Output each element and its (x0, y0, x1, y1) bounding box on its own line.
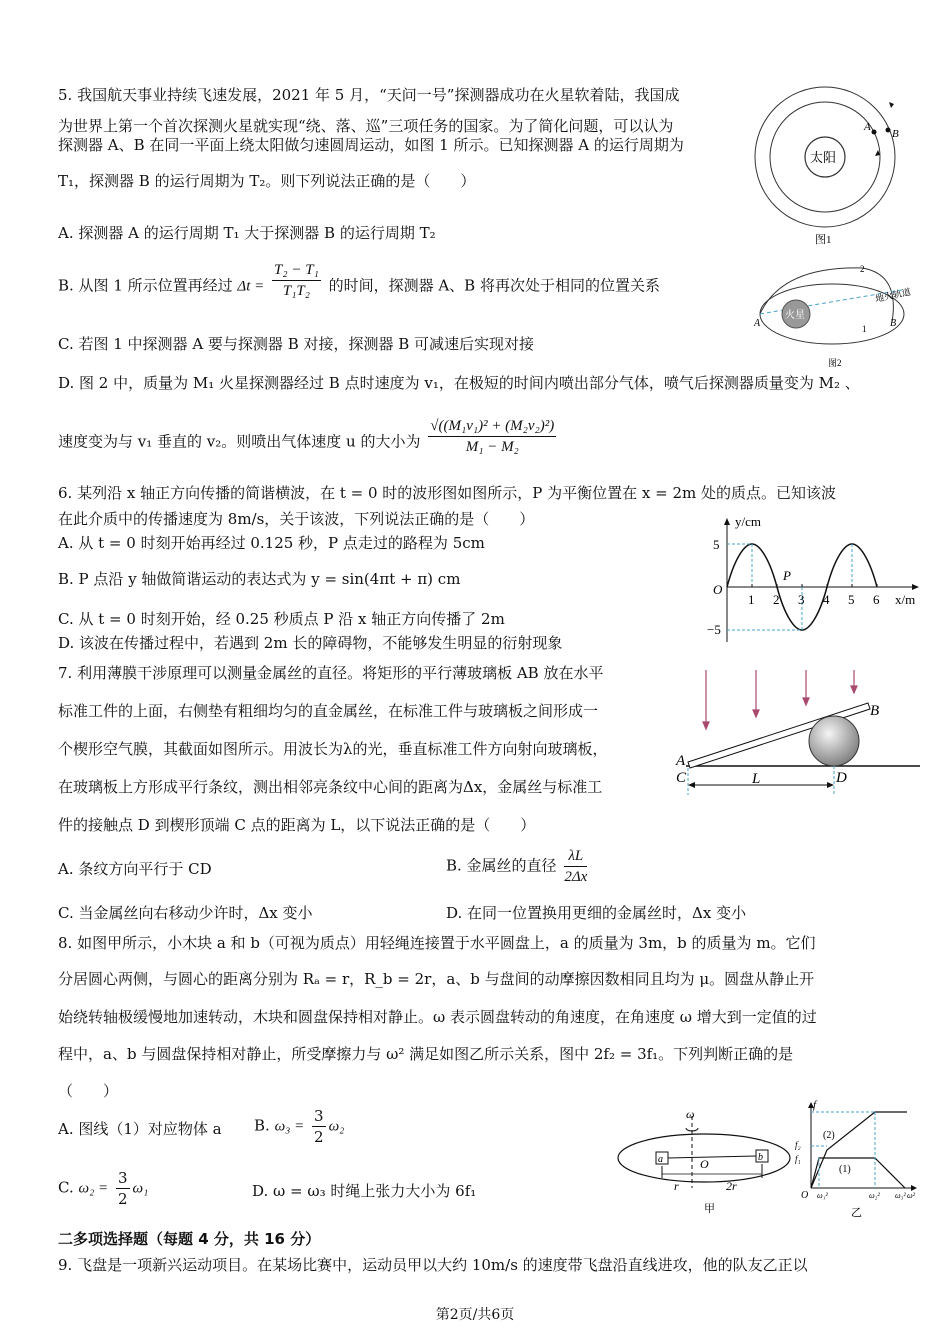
q8-b-lhs: ω₃ = (274, 1118, 305, 1135)
q5-b-dt: Δt = (237, 278, 265, 295)
q8-origin: O (801, 1190, 809, 1201)
q7-b-den: 2Δx (564, 869, 588, 885)
q7-label-c: C (676, 770, 687, 786)
q7-option-d: D. 在同一位置换用更细的金属丝时，Δx 变小 (446, 904, 747, 922)
q8-b-label: b (758, 1152, 763, 1163)
q8-b-rhs: ω₂ (328, 1118, 345, 1135)
q7-b-fraction (564, 846, 587, 887)
q7-label-b: B (870, 703, 880, 719)
q5-line2: 为世界上第一个首次探测火星就实现“绕、落、巡”三项任务的国家。为了简化问题，可以认为 (58, 117, 674, 135)
q5-d-fraction (428, 416, 556, 457)
q7-wedge-figure (672, 665, 927, 800)
q8-curve1-label: (1) (839, 1164, 851, 1175)
fig2-b-label: B (890, 318, 897, 329)
fig2-a-label: A (754, 318, 761, 329)
q8-wsq-axis: ω² (907, 1191, 916, 1200)
q5-b-post: 的时间，探测器 A、B 将再次处于相同的位置关系 (328, 276, 660, 295)
q7-line4: 在玻璃板上方形成平行条纹，测出相邻亮条纹中心间的距离为Δx，金属丝与标准工 (58, 778, 603, 796)
q8-fig-jia-caption: 甲 (704, 1203, 715, 1215)
q9-line1: 9. 飞盘是一项新兴运动项目。在某场比赛中，运动员甲以大约 10m/s 的速度带飞盘沿直线进攻，他的队友乙正以 (58, 1256, 808, 1274)
q8-line4: 程中，a、b 与圆盘保持相对静止，所受摩擦力与 ω² 满足如图乙所示关系，图中 2f₂ = 3f₁。下列判断正确的是 (58, 1045, 794, 1063)
q5-option-d2 (58, 418, 559, 457)
q8-option-b (254, 1106, 344, 1147)
q6-ylabel: y/cm (735, 514, 761, 529)
q8-o-label: O (700, 1157, 709, 1171)
q8-option-c (58, 1168, 148, 1209)
q8-option-d: D. ω = ω₃ 时绳上张力大小为 6f₁ (252, 1182, 477, 1200)
q5-option-c: C. 若图 1 中探测器 A 要与探测器 B 对接，探测器 B 可减速后实现对接 (58, 335, 535, 353)
q6-tick-label: 5 (848, 592, 855, 607)
q6-line2: 在此介质中的传播速度为 8m/s，关于该波，下列说法正确的是（ ） (58, 510, 535, 528)
fig1-a-label: A (864, 121, 871, 133)
q5-option-a: A. 探测器 A 的运行周期 T₁ 大于探测器 B 的运行周期 T₂ (58, 224, 436, 242)
q8-b-pre: B. (254, 1116, 270, 1135)
q8-w1-tick: ω₁² (817, 1191, 828, 1200)
q5-d-pre: 速度变为与 v₁ 垂直的 v₂。则喷出气体速度 u 的大小为 (58, 432, 421, 451)
q5-d-num: √((M₁v₁)² + (M₂v₂)²) (428, 416, 556, 437)
q8-f1-label: f₁ (795, 1154, 801, 1164)
q5-line3: 探测器 A、B 在同一平面上绕太阳做匀速圆周运动，如图 1 所示。已知探测器 A 的运行周期为 (58, 136, 684, 154)
q7-option-b (446, 846, 590, 887)
q8-b-den: 2 (314, 1128, 324, 1146)
q7-line1: 7. 利用薄膜干涉原理可以测量金属丝的直径。将矩形的平行薄玻璃板 AB 放在水平 (58, 664, 604, 682)
fig2-caption: 图2 (828, 358, 842, 368)
q6-y5: 5 (713, 537, 720, 552)
fig2-orbit2: 2 (860, 264, 865, 274)
q5-b-den: T₁T₂ (282, 283, 310, 299)
q6-line1: 6. 某列沿 x 轴正方向传播的简谐横波，在 t = 0 时的波形图如图所示，P 为平衡位置在 x = 2m 处的质点。已知该波 (58, 484, 837, 502)
q8-friction-graph (793, 1100, 923, 1220)
q8-b-fraction (312, 1106, 326, 1147)
q8-f-axis: f (813, 1100, 817, 1111)
q6-p-label: P (783, 568, 791, 583)
q5-b-num: T₂ − T₁ (272, 260, 321, 281)
q8-line5: （ ） (58, 1082, 119, 1100)
q5-option-b (58, 262, 660, 301)
q5-b-fraction (272, 260, 321, 301)
q6-origin: O (713, 582, 723, 597)
q7-line2: 标准工件的上面，右侧垫有粗细均匀的直金属丝，在标准工件与玻璃板之间形成一 (58, 702, 599, 720)
q6-tick-label: 2 (773, 592, 780, 607)
q8-c-rhs: ω₁ (132, 1180, 149, 1197)
fig2-orbit-label: 地火轨道 (874, 286, 912, 304)
q8-f2-label: f₂ (795, 1140, 801, 1150)
q8-a-label: a (658, 1154, 663, 1165)
q5-d-den: M₁ − M₂ (465, 439, 519, 455)
q5-line4: T₁，探测器 B 的运行周期为 T₂。则下列说法正确的是（ ） (58, 172, 476, 190)
q8-w3-tick: ω₃² (895, 1191, 906, 1200)
q7-option-c: C. 当金属丝向右移动少许时，Δx 变小 (58, 904, 313, 922)
q8-line2: 分居圆心两侧，与圆心的距离分别为 Rₐ = r，R_b = 2r，a、b 与盘间的动摩擦因数相同且均为 μ。圆盘从静止开 (58, 970, 815, 988)
q8-c-den: 2 (117, 1190, 128, 1208)
q8-w2-tick: ω₂² (869, 1191, 880, 1200)
q6-yneg5: −5 (707, 622, 721, 637)
q6-wave-graph (705, 512, 925, 652)
fig2-orbit1: 1 (862, 324, 867, 334)
q6-option-d: D. 该波在传播过程中，若遇到 2m 长的障碍物，不能够发生明显的衍射现象 (58, 634, 563, 652)
fig1-orbits (752, 80, 902, 250)
q8-omega-label: ω (686, 1108, 695, 1121)
fig1-sun-label: 太阳 (810, 150, 837, 165)
q8-r-label: r (674, 1179, 679, 1193)
q7-label-d: D (836, 770, 847, 786)
q8-c-pre: C. (58, 1178, 74, 1197)
q6-xlabel: x/m (895, 592, 916, 607)
page-footer: 第2页/共6页 (435, 1307, 515, 1323)
q7-line3: 个楔形空气膜，其截面如图所示。用波长为λ的光，垂直标准工件方向射向玻璃板， (58, 740, 608, 758)
q8-c-num: 3 (117, 1169, 128, 1187)
q5-b-pre: B. 从图 1 所示位置再经过 (58, 276, 233, 295)
q5-option-d1: D. 图 2 中，质量为 M₁ 火星探测器经过 B 点时速度为 v₁，在极短的时间内喷出部分气体，喷气后探测器质量变为 M₂ 、 (58, 374, 860, 392)
fig1-b-label: B (892, 128, 899, 140)
q7-line5: 件的接触点 D 到楔形顶端 C 点的距离为 L，以下说法正确的是（ ） (58, 816, 536, 834)
q8-b-num: 3 (314, 1107, 324, 1125)
q7-b-num: λL (564, 846, 587, 867)
q8-line3: 始绕转轴极缓慢地加速转动，木块和圆盘保持相对静止。ω 表示圆盘转动的角速度，在角速度 ω 增大到一定值的过 (58, 1008, 817, 1026)
q7-label-l: L (752, 771, 761, 787)
section2-heading: 二多项选择题（每题 4 分，共 16 分） (58, 1230, 321, 1248)
q8-line1: 8. 如图甲所示，小木块 a 和 b（可视为质点）用轻绳连接置于水平圆盘上，a 的质量为 3m，b 的质量为 m。它们 (58, 934, 816, 952)
fig2-transfer-orbit (752, 262, 912, 370)
q8-disk-figure (612, 1108, 792, 1223)
q6-option-a: A. 从 t = 0 时刻开始再经过 0.125 秒，P 点走过的路程为 5cm (58, 534, 485, 552)
q7-b-pre: B. 金属丝的直径 (446, 856, 557, 875)
q8-c-lhs: ω₂ = (78, 1180, 109, 1197)
q8-curve2-label: (2) (823, 1130, 835, 1141)
q7-option-a: A. 条纹方向平行于 CD (58, 860, 212, 878)
q8-2r-label: 2r (726, 1179, 737, 1193)
q8-option-a: A. 图线（1）对应物体 a (58, 1120, 222, 1138)
q8-fig-yi-caption: 乙 (851, 1207, 862, 1219)
q6-tick-label: 6 (873, 592, 880, 607)
q8-c-fraction (116, 1168, 130, 1209)
q6-tick-label: 3 (798, 592, 805, 607)
q6-option-c: C. 从 t = 0 时刻开始，经 0.25 秒质点 P 沿 x 轴正方向传播了 2m (58, 610, 505, 628)
q6-option-b: B. P 点沿 y 轴做简谐运动的表达式为 y = sin(4πt + π) cm (58, 570, 461, 588)
q6-tick-label: 1 (748, 592, 755, 607)
fig2-mars-label: 火星 (785, 310, 805, 321)
q6-tick-label: 4 (823, 592, 830, 607)
fig1-caption: 图1 (815, 234, 832, 246)
q5-line1: 5. 我国航天事业持续飞速发展，2021 年 5 月，“天问一号”探测器成功在火星软着陆，我国成 (58, 86, 680, 104)
q7-label-a: A (676, 753, 686, 769)
